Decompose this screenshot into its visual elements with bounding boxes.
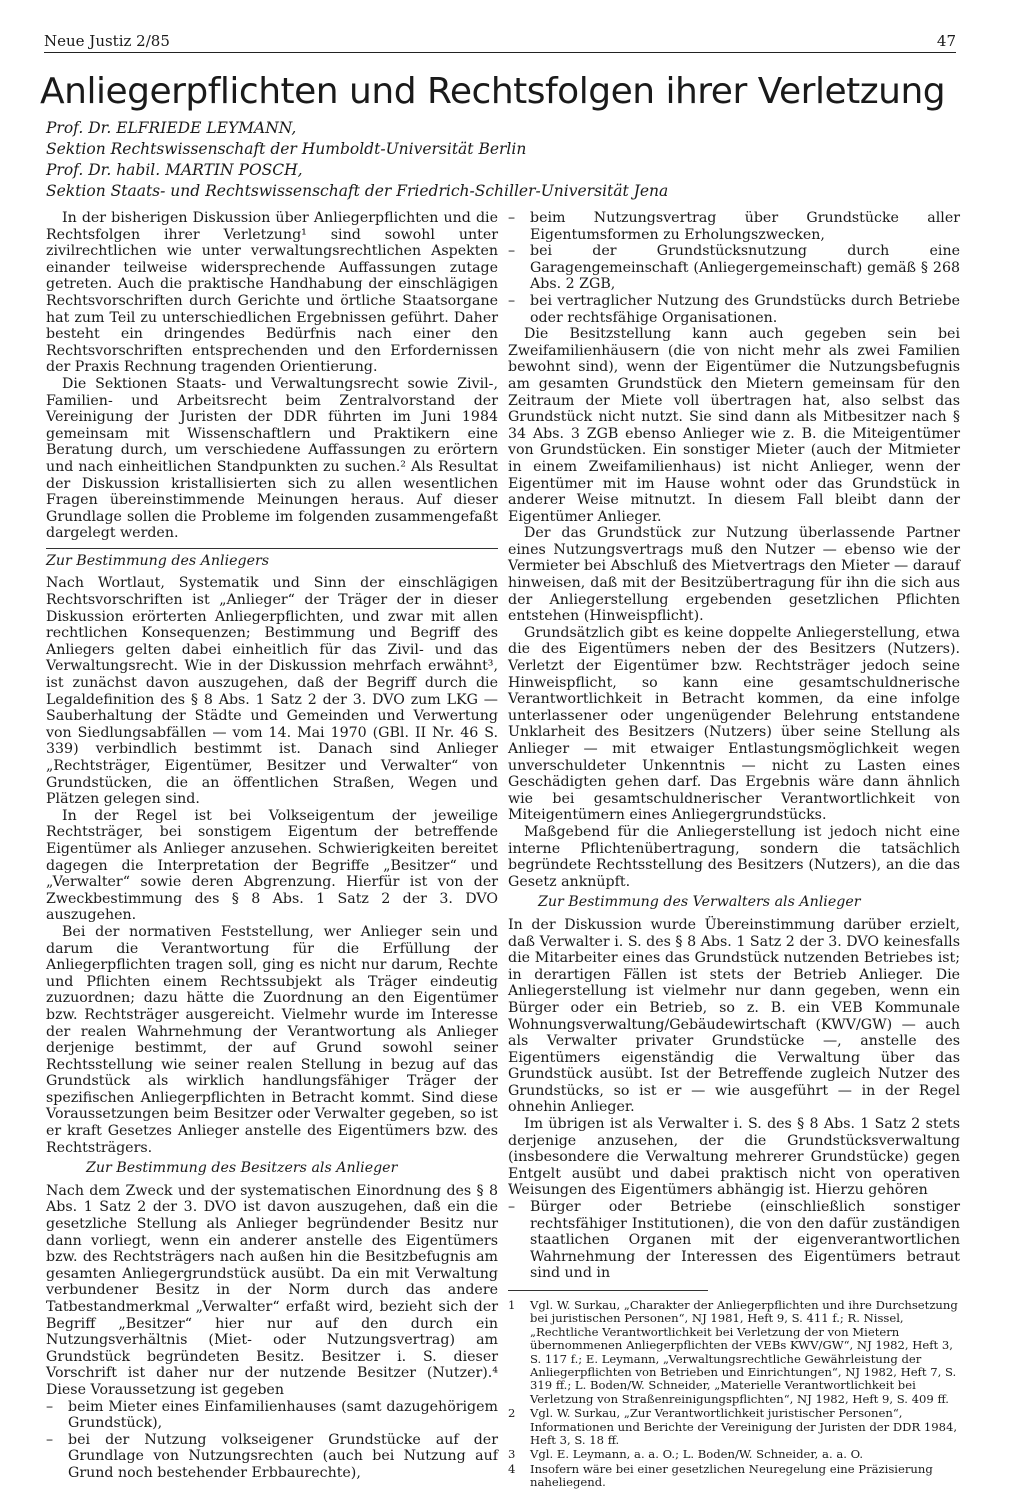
left-column [46,210,498,1482]
intro-paragraph-1: In der bisherigen Diskussion über Anliegerpflichten und die Rechtsfolgen ihrer Verletzung¹ sind sowohl unter zivilrechtlichen wie unter verwaltungsrechtlichen Aspekten einander teilweise widersprechende Auffassungen zutage getreten. Auch die praktische Handhabung der einschlägigen Rechtsvorschriften durch Gerichte und örtliche Staatsorgane hat zum Teil zu unterschiedlichen Ergebnissen geführt. Daher besteht ein dringendes Bedürfnis nach einer den Rechtsvorschriften entsprechenden und den Erfordernissen der Praxis Rechnung tragenden Orientierung. [46,210,498,376]
besitzer-list [46,1399,498,1482]
right-paragraph-3: Grundsätzlich gibt es keine doppelte Anliegerstellung, etwa die des Eigentümers neben der des Besitzers (Nutzers). Verletzt der Eigentümer bzw. Rechtsträger jedoch seine Hinweispflicht, so kann eine gesamtschuldnerische Verantwortlichkeit in Betracht kommen, da eine infolge unterlassener oder ungenügender Belehrung entstandene Unklarheit des Besitzers (Nutzers) über seine Stellung als Anlieger — mit etwaiger Entlastungsmöglichkeit wegen unverschuldeter Unkenntnis — nicht zu Lasten eines Geschädigten gehen darf. Das Ergebnis wäre dann ähnlich wie bei gesamtschuldnerischer Verantwortlichkeit von Miteigentümern eines Anliegergrundstücks. [508,624,960,824]
footnote-text: Insofern wäre bei einer gesetzlichen Neuregelung eine Präzisierung naheliegend. [530,1461,933,1490]
author-2-affiliation: Sektion Staats- und Rechtswissenschaft der Friedrich-Schiller-Universität Jena [46,182,669,200]
verwalter-list [508,1199,960,1282]
footnote-number: 1 [508,1298,516,1312]
list-item: – beim Mieter eines Einfamilienhauses (samt dazugehörigem Grundstück), [46,1399,498,1432]
author-1-name: Prof. Dr. ELFRIEDE LEYMANN, [46,119,297,137]
footnote-1 [508,1299,960,1406]
running-header [44,28,956,50]
author-1-affiliation: Sektion Rechtswissenschaft der Humboldt-Universität Berlin [46,140,527,158]
section-divider [46,548,498,549]
section-heading-verwalter: Zur Bestimmung des Verwalters als Anlieger [538,894,861,911]
footnotes [508,1299,960,1490]
footnote-3 [508,1448,960,1461]
list-item: – bei der Nutzung volkseigener Grundstücke auf der Grundlage von Nutzungsrechten (auch bei Nutzung auf Grund noch bestehender Erbbaurechte), [46,1432,498,1482]
section-heading-besitzer: Zur Bestimmung des Besitzers als Anlieger [86,1160,398,1177]
intro-paragraph-2: Die Sektionen Staats- und Verwaltungsrecht sowie Zivil-, Familien- und Arbeitsrecht beim Zentralvorstand der Vereinigung der Juristen der DDR führten im Juni 1984 gemeinsam mit Wissenschaftlern und Praktikern eine Beratung durch, um verschiedene Auffassungen zu erörtern und nach einheitlichen Standpunkten zu suchen.² Als Resultat der Diskussion kristallisierten sich zu allen wesentlichen Fragen übereinstimmende Meinungen heraus. Auf dieser Grundlage sollen die Probleme im folgenden zusammengefaßt dargelegt werden. [46,375,498,542]
header-rule [44,52,956,53]
author-2-name: Prof. Dr. habil. MARTIN POSCH, [46,161,303,179]
journal-title: Neue Justiz 2/85 [44,32,170,50]
footnote-number: 4 [508,1461,516,1476]
section-heading-anlieger: Zur Bestimmung des Anliegers [46,552,270,569]
author-block [46,118,806,202]
article-title: Anliegerpflichten und Rechtsfolgen ihrer Verletzung [40,71,946,112]
besitzer-list-continued [508,210,960,326]
section1-paragraph-3: Bei der normativen Feststellung, wer Anlieger sein und darum die Verantwortung für die Erfüllung der Anliegerpflichten tragen soll, ging es nicht nur darum, Rechte und Pflichten einem Rechtssubjekt als Träger eindeutig zuzuordnen; dazu hätte die Zuordnung an den Eigentümer bzw. Rechtsträger ausgereicht. Vielmehr wurde im Interesse der realen Wahrnehmung der Verantwortung als Anlieger derjenige bestimmt, der auf Grund sowohl seiner Rechtsstellung wie seiner realen Stellung in bezug auf das Grundstück als wirklich handlungsfähiger Träger der spezifischen Anliegerpflichten in Betracht kommt. Sind diese Voraussetzungen beim Besitzer oder Verwalter gegeben, so ist er kraft Gesetzes Anlieger anstelle des Eigentümers bzw. des Rechtsträgers. [46,923,498,1156]
footnote-text: Vgl. W. Surkau, „Zur Verantwortlichkeit juristischer Personen“, Informationen und Berichte der Vereinigung der Juristen der DDR 1984, Heft 3, S. 18 ff. [530,1406,958,1448]
right-paragraph-2: Der das Grundstück zur Nutzung überlassende Partner eines Nutzungsvertrags muß den Nutzer — ebenso wie der Vermieter bei Abschluß des Mietvertrags den Mieter — darauf hinweisen, daß mit der Besitzübertragung für ihn die sich aus der Anliegerstellung ergebenden gesetzlichen Pflichten entstehen (Hinweispflicht). [508,525,960,625]
footnote-2 [508,1407,960,1447]
footnote-rule [508,1290,708,1291]
section3-paragraph-1: In der Diskussion wurde Übereinstimmung darüber erzielt, daß Verwalter i. S. des § 8 Abs. 1 Satz 2 der 3. DVO keinesfalls die Mitarbeiter eines das Grundstück nutzenden Betriebes ist; in derartigen Fällen ist stets der Betrieb Anlieger. Die Anliegerstellung ist vielmehr nur dann gegeben, wenn ein Bürger oder ein Betrieb, so z. B. ein VEB Kommunale Wohnungsverwaltung/Gebäudewirtschaft (KWV/GW) — auch als Verwalter privater Grundstücke —, anstelle des Eigentümers eigenständig die Verwaltung über das Grundstück ausübt. Ist der Betreffende zugleich Nutzer des Grundstücks, so ist er — wie ausgeführt — in der Regel ohnehin Anlieger. [508,916,960,1116]
section1-paragraph-1: Nach Wortlaut, Systematik und Sinn der einschlägigen Rechtsvorschriften ist „Anlieger“ der Träger der in dieser Diskussion erörterten Anliegerpflichten, und zwar mit allen rechtlichen Konsequenzen; Bestimmung und Begriff des Anliegers gelten dabei einheitlich für das Zivil- und das Verwaltungsrecht. Wie in der Diskussion mehrfach erwähnt³, ist zunächst davon auszugehen, daß der Begriff durch die Legaldefinition des § 8 Abs. 1 Satz 2 der 3. DVO zum LKG — Sauberhaltung der Städte und Gemeinden und Verwertung von Siedlungsabfällen — vom 14. Mai 1970 (GBl. II Nr. 46 S. 339) verbindlich bestimmt ist. Danach sind Anlieger „Rechtsträger, Eigentümer, Besitzer und Verwalter“ von Grundstücken, die an öffentlichen Straßen, Wegen und Plätzen gelegen sind. [46,575,498,808]
list-item: – Bürger oder Betriebe (einschließlich sonstiger rechtsfähiger Institutionen), die von den dafür zuständigen staatlichen Organen mit der eigenverantwortlichen Wahrnehmung der Interessen des Eigentümers betraut sind und in [508,1199,960,1282]
footnote-text: Vgl. E. Leymann, a. a. O.; L. Boden/W. Schneider, a. a. O. [530,1447,864,1462]
footnote-text: Vgl. W. Surkau, „Charakter der Anliegerpflichten und ihre Durchsetzung bei juristischen Personen“, NJ 1981, Heft 9, S. 411 f.; R. Nissel, „Rechtliche Verantwortlichkeit bei Verletzung der von Mietern übernommenen Anliegerpflichten der VEBs KWV/GW“, NJ 1982, Heft 3, S. 117 f.; E. Leymann, „Verwaltungsrechtliche Gewährleistung der Anliegerpflichten von Betrieben und Einrichtungen“, NJ 1982, Heft 7, S. 319 ff.; L. Boden/W. Schneider, „Materielle Verantwortlichkeit bei Verletzung von Straßenreinigungspflichten“, NJ 1982, Heft 9, S. 409 ff. [530,1298,958,1406]
footnote-number: 2 [508,1406,516,1421]
footnote-number: 3 [508,1447,516,1462]
page-number: 47 [936,32,956,50]
list-item: – bei vertraglicher Nutzung des Grundstücks durch Betriebe oder rechtsfähige Organisationen. [508,293,960,326]
section1-paragraph-2: In der Regel ist bei Volkseigentum der jeweilige Rechtsträger, bei sonstigem Eigentum der betreffende Eigentümer als Anlieger anzusehen. Schwierigkeiten bereitet dagegen die Interpretation der Begriffe „Besitzer“ und „Verwalter“ sowie deren Abgrenzung. Hierfür ist von der Zweckbestimmung des § 8 Abs. 1 Satz 2 der 3. DVO auszugehen. [46,807,498,924]
right-column [508,210,960,1491]
footnote-4 [508,1463,960,1490]
right-paragraph-4: Maßgebend für die Anliegerstellung ist jedoch nicht eine interne Pflichtenübertragung, sondern die tatsächlich begründete Rechtsstellung des Besitzers (Nutzers), an die das Gesetz anknüpft. [508,823,960,890]
list-item: – bei der Grundstücksnutzung durch eine Garagengemeinschaft (Anliegergemeinschaft) gemäß § 268 Abs. 2 ZGB, [508,243,960,293]
section3-paragraph-2: Im übrigen ist als Verwalter i. S. des § 8 Abs. 1 Satz 2 stets derjenige anzusehen, der die Grundstücksverwaltung (insbesondere die Verwaltung mehrerer Grundstücke) gegen Entgelt ausübt und dabei praktisch nicht von operativen Weisungen des Eigentümers abhängig ist. Hierzu gehören [508,1116,960,1199]
right-paragraph-1: Die Besitzstellung kann auch gegeben sein bei Zweifamilienhäusern (die von nicht mehr als zwei Familien bewohnt sind), wenn der Eigentümer die Nutzungsbefugnis am gesamten Grundstück den Mietern gemeinsam für den Zeitraum der Miete voll übertragen hat, also selbst das Grundstück nicht nutzt. Sie sind dann als Mitbesitzer nach § 34 Abs. 3 ZGB ebenso Anlieger wie z. B. die Miteigentümer von Grundstücken. Ein sonstiger Mieter (auch der Mitmieter in einem Zweifamilienhaus) ist nicht Anlieger, wenn der Eigentümer mit im Hause wohnt oder das Grundstück in anderer Weise mitnutzt. In diesem Fall bleibt dann der Eigentümer Anlieger. [508,326,960,525]
section2-paragraph: Nach dem Zweck und der systematischen Einordnung des § 8 Abs. 1 Satz 2 der 3. DVO ist davon auszugehen, daß ein die gesetzliche Stellung als Anlieger begründender Besitz nur dann vorliegt, wenn ein anderer anstelle des Eigentümers bzw. des Rechtsträgers nach außen hin die Besitzbefugnis am gesamten Anliegergrundstück ausübt. Da ein mit Verwaltung verbundener Besitz in der Norm durch das andere Tatbestandmerkmal „Verwalter“ erfaßt wird, bezieht sich der Begriff „Besitzer“ hier nur auf den durch ein Nutzungsverhältnis (Miet- oder Nutzungsvertrag) am Grundstück begründeten Besitz. Besitzer i. S. dieser Vorschrift ist daher nur der nutzende Besitzer (Nutzer).⁴ Diese Voraussetzung ist gegeben [46,1182,498,1398]
list-item: – beim Nutzungsvertrag über Grundstücke aller Eigentumsformen zu Erholungszwecken, [508,210,960,243]
